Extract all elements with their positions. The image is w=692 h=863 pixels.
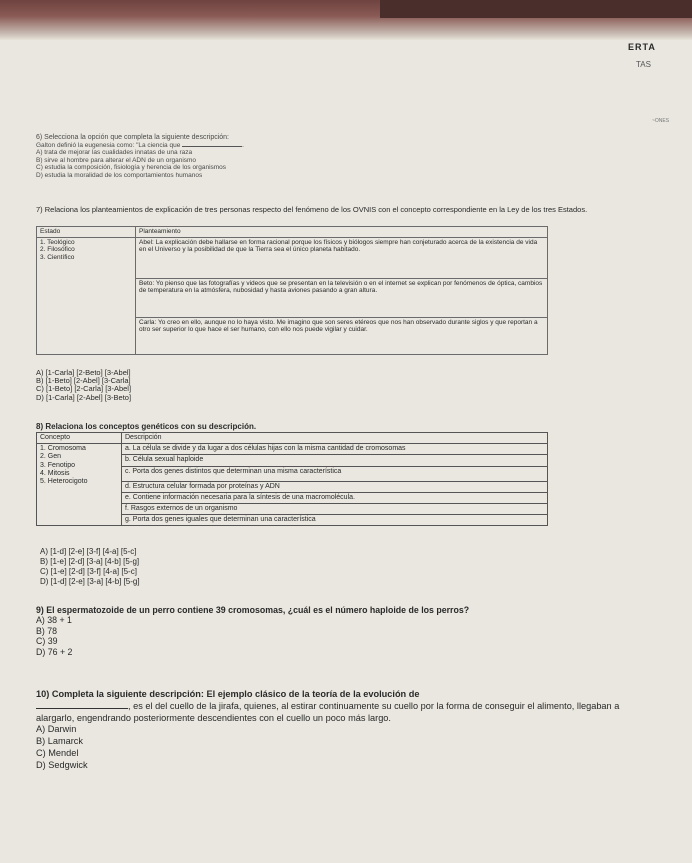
option-b: B) Lamarck [36,736,83,747]
answer-blank [182,146,242,147]
table-header-estado: Estado [37,227,136,238]
option-d: D) [1-d] [2-e] [3-a] [4-b] [5-g] [40,577,140,586]
option-a: A) Darwin [36,724,77,735]
question-9-title: 9) El espermatozoide de un perro contiene 39 cromosomas, ¿cuál es el número haploide de los perros? [36,605,470,615]
option-c: C) estudia la composición, fisiología y herencia de los organismos [36,164,227,172]
option-b: B) 78 [36,625,58,636]
answer-blank [36,708,128,709]
descripcion-d: d. Estructura celular formada por proteínas y ADN [122,481,548,492]
question-6-title: 6) Selecciona la opción que completa la siguiente descripción: [36,134,230,141]
option-a: A) trata de mejorar las cualidades innatas de una raza [36,149,193,157]
table-header-planteamiento: Planteamiento [136,227,548,238]
question-10-body: , es el del cuello de la jirafa, quienes, al estirar continuamente su cuello por la forma de conseguir el alimento, llegaban a alargarlo, engendrando posteriormente descendientes con el cuello un poco más largo. [36,700,620,723]
option-d: D) estudia la moralidad de los comportamientos humanos [36,171,203,179]
descripcion-c: c. Porta dos genes distintos que determinan una misma característica [122,466,548,481]
table-header-descripcion: Descripción [122,433,548,444]
question-6 [36,134,416,180]
option-a: A) [1-d] [2-e] [3-f] [4-a] [5-c] [40,547,137,556]
option-b: B) sirve al hombre para alterar el ADN de un organismo [36,156,197,164]
question-8-table [36,432,548,526]
planteamiento-abel: Abel: La explicación debe hallarse en forma racional porque los físicos y biólogos siempre han conjeturado acerca de la existencia de vida en el Universo y la posibilidad de que la Tierra sea el único planeta habitado. [136,237,548,278]
option-c: C) Mendel [36,747,79,758]
option-d: D) [1-Carla] [2-Abel] [3-Beto] [36,392,132,402]
question-10-title: 10) Completa la siguiente descripción: El ejemplo clásico de la teoría de la evolución de [36,689,420,699]
option-b: B) [1-e] [2-d] [3-a] [4-b] [5-g] [40,557,140,566]
exam-page [36,0,676,863]
descripcion-a: a. La célula se divide y da lugar a dos células hijas con la misma cantidad de cromosomas [122,444,548,455]
descripcion-b: b. Célula sexual haploide [122,455,548,466]
question-7-options [36,369,131,402]
question-6-stem: Galton definió la eugenesia como: "La ciencia que . [36,141,244,149]
descripcion-g: g. Porta dos genes iguales que determinan una característica [122,515,548,526]
margin-sublabel: TAS [636,60,651,69]
question-8-title: 8) Relaciona los conceptos genéticos con su descripción. [36,422,257,431]
question-7-title: 7) Relaciona los planteamientos de explicación de tres personas respecto del fenómeno de los OVNIS con el concepto correspondiente en la Ley de los tres Estados. [36,205,588,214]
descripcion-e: e. Contiene información necesaria para la síntesis de una macromolécula. [122,492,548,503]
table-header-concepto: Concepto [37,433,122,444]
conceptos-cell: 1. Cromosoma 2. Gen 3. Fenotipo 4. Mitosis 5. Heterocigoto [37,444,122,526]
margin-small: ~ONES [652,118,670,124]
descripcion-f: f. Rasgos externos de un organismo [122,504,548,515]
option-a: A) 38 + 1 [36,615,72,626]
option-b: B) [1-Beto] [2-Abel] [3-Carla] [36,376,131,386]
estados-cell: 1. Teológico 2. Filosófico 3. Científico [37,237,136,354]
option-c: C) 39 [36,636,58,647]
option-d: D) 76 + 2 [36,646,73,657]
margin-label: ERTA [628,42,656,52]
planteamiento-beto: Beto: Yo pienso que las fotografías y videos que se presentan en la televisión o en el internet se explican por fenómenos de óptica, cambios de temperatura en la atmósfera, nubosidad y hasta aviones pasando a gran altura. [136,278,548,317]
planteamiento-carla: Carla: Yo creo en ello, aunque no lo haya visto. Me imagino que son seres etéreos que nos han observado durante siglos y que reportan a otro ser superior lo que hace el ser humano, con ello nos puede vigilar y cuidar. [136,317,548,354]
question-9 [36,605,469,657]
option-c: C) [1-Beto] [2-Carla] [3-Abel] [36,384,132,394]
question-7-table [36,226,548,355]
option-d: D) Sedgwick [36,759,88,770]
question-8-options [40,547,140,587]
option-c: C) [1-e] [2-d] [3-f] [4-a] [5-c] [40,567,137,576]
option-a: A) [1-Carla] [2-Beto] [3-Abel] [36,368,131,377]
question-7 [36,206,596,215]
question-10 [36,689,651,772]
